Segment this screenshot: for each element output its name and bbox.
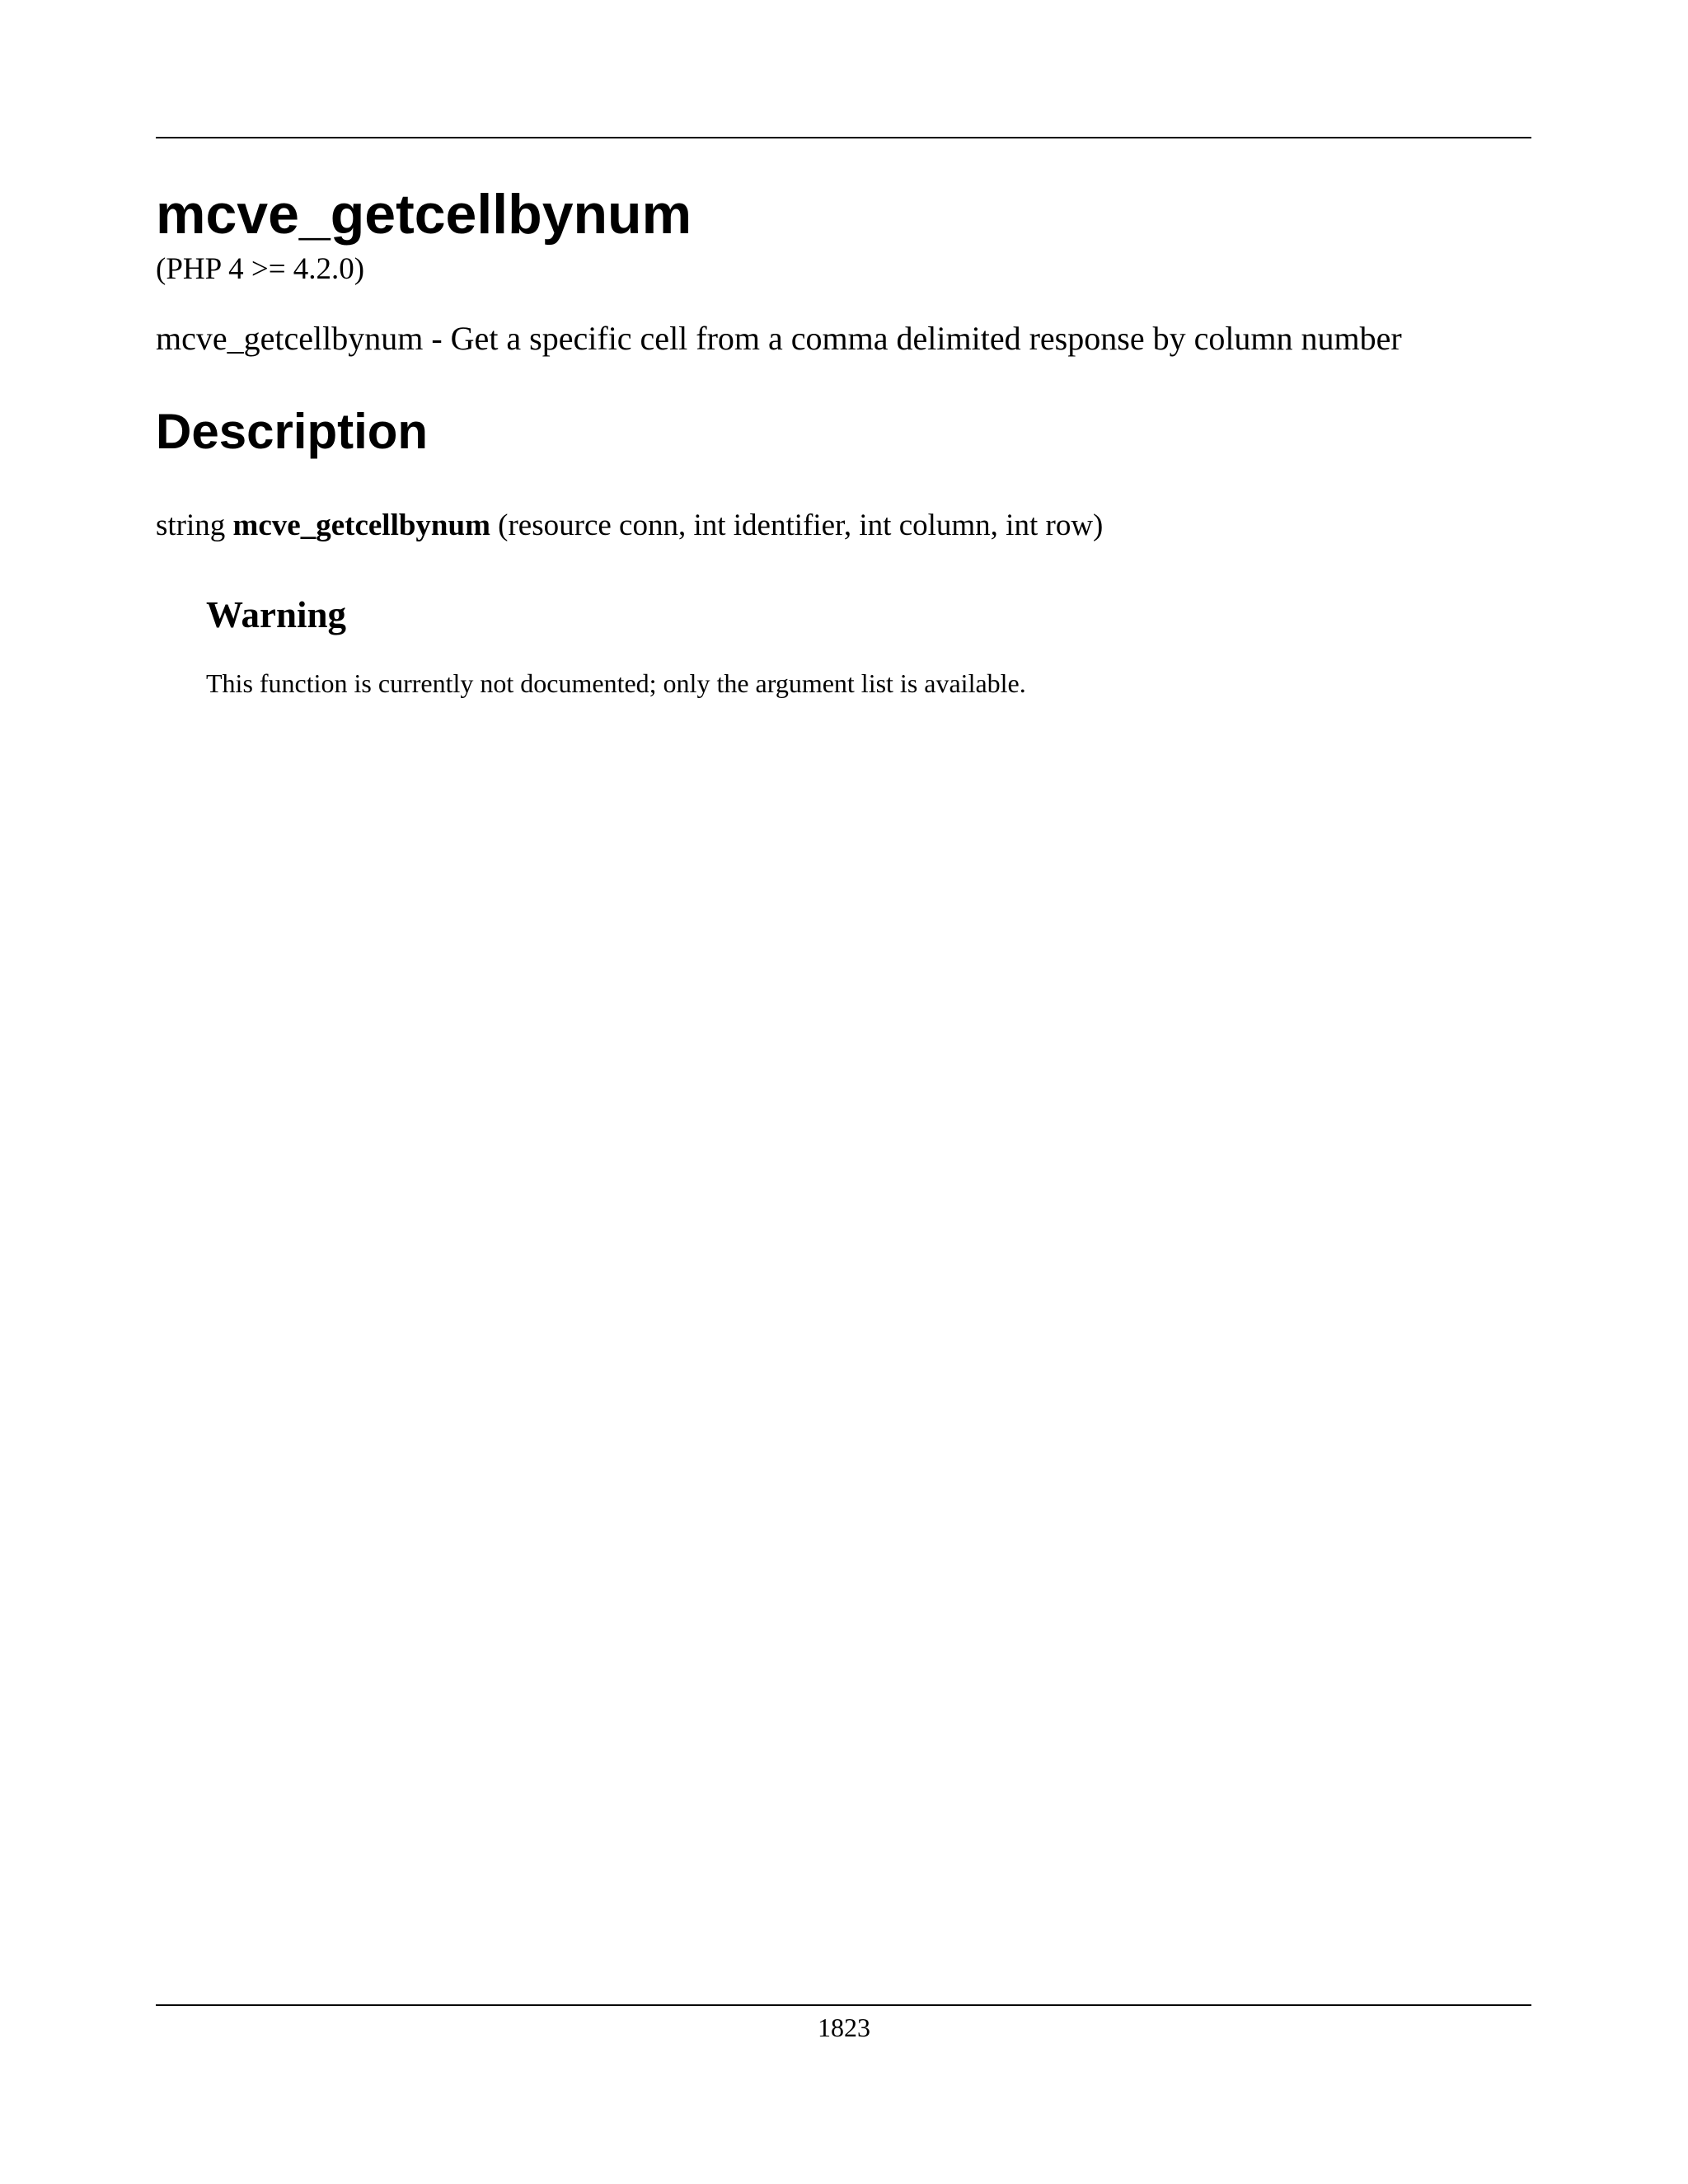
purpose-function-name: mcve_getcellbynum — [156, 320, 424, 357]
purpose-text: Get a specific cell from a comma delimited response by column number — [450, 320, 1402, 357]
page-title: mcve_getcellbynum — [156, 183, 692, 246]
section-title-description: Description — [156, 404, 429, 459]
function-purpose — [156, 322, 1402, 355]
warning-text: This function is currently not documented; only the argument list is available. — [206, 668, 1026, 698]
synopsis-params: (resource conn, int identifier, int column, int row) — [498, 509, 1104, 542]
synopsis-return-type: string — [156, 509, 226, 542]
warning-title: Warning — [206, 594, 347, 635]
page-number: 1823 — [818, 2013, 870, 2042]
header-rule — [156, 137, 1531, 138]
function-synopsis — [156, 510, 1103, 541]
footer-rule — [156, 2004, 1531, 2006]
purpose-separator: - — [423, 320, 451, 357]
synopsis-function-name: mcve_getcellbynum — [232, 509, 490, 542]
version-info: (PHP 4 >= 4.2.0) — [156, 252, 365, 286]
